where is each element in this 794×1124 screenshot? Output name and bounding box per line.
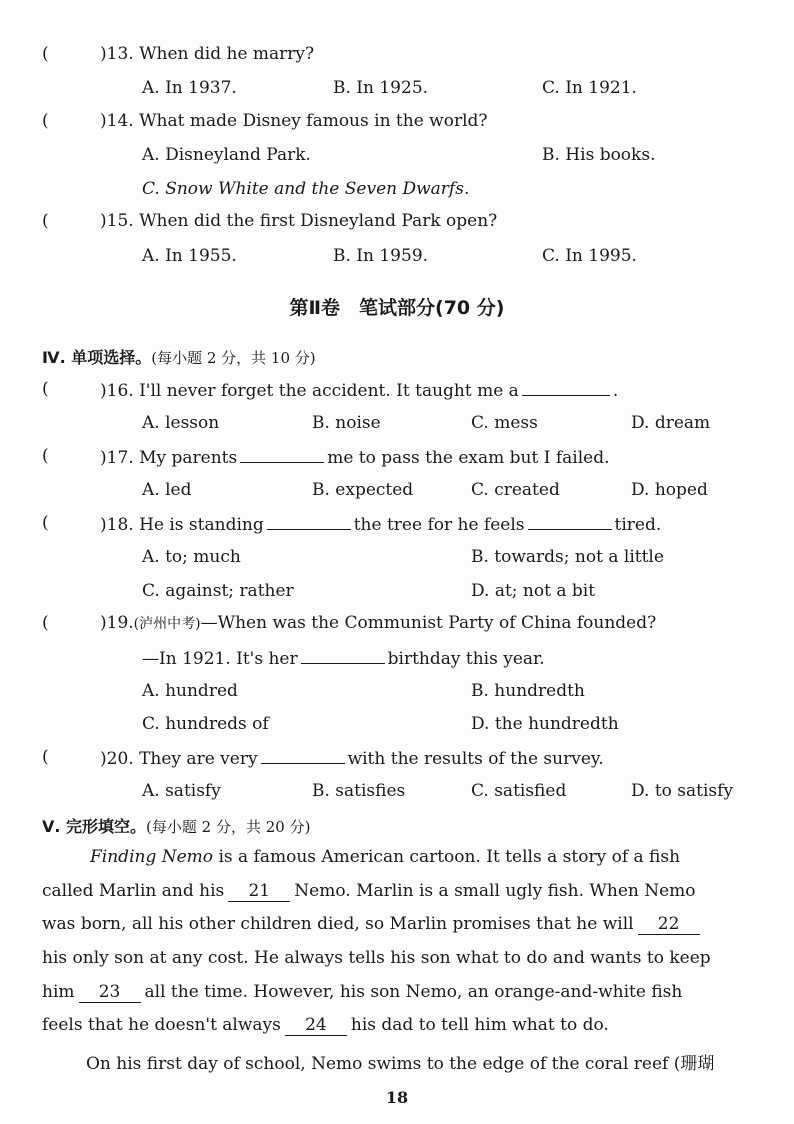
q19-text: —When was the Communist Party of China founded? xyxy=(200,613,657,633)
passage-line xyxy=(42,881,776,902)
option-18c: C. against; rather xyxy=(142,581,294,601)
passage-text: was born, all his other children died, so Marlin promises that he will xyxy=(42,914,634,934)
section5-title: Ⅴ. 完形填空。 xyxy=(42,817,147,836)
option-13b: B. In 1925. xyxy=(333,78,429,98)
section5-note: (每小题 2 分，共 20 分) xyxy=(146,818,311,836)
option-18b: B. towards; not a little xyxy=(471,547,664,567)
question-14: )14. What made Disney famous in the world? xyxy=(100,111,488,131)
answer-blank[interactable] xyxy=(240,446,324,463)
option-14a: A. Disneyland Park. xyxy=(142,145,311,165)
passage-line xyxy=(42,847,776,867)
option-19d: D. the hundredth xyxy=(471,714,619,734)
option-20c: C. satisfied xyxy=(471,781,567,801)
answer-paren[interactable]: ( xyxy=(42,513,49,533)
passage-text: him xyxy=(42,982,75,1002)
passage-text: called Marlin and his xyxy=(42,881,225,901)
q19-reply-end: birthday this year. xyxy=(387,649,545,669)
answer-blank[interactable] xyxy=(522,379,610,396)
q16-text: )16. I'll never forget the accident. It taught me a xyxy=(100,381,519,401)
question-20 xyxy=(100,747,604,769)
movie-title: Finding Nemo xyxy=(90,847,214,867)
question-15: )15. When did the first Disneyland Park open? xyxy=(100,211,498,231)
passage-text: feels that he doesn't always xyxy=(42,1015,281,1035)
passage-line xyxy=(42,1015,776,1036)
option-17d: D. hoped xyxy=(631,480,708,500)
option-18a: A. to; much xyxy=(142,547,241,567)
question-19 xyxy=(100,613,656,633)
question-17 xyxy=(100,446,610,468)
answer-paren[interactable]: ( xyxy=(42,613,49,633)
option-18d: D. at; not a bit xyxy=(471,581,596,601)
q18-end: tired. xyxy=(614,515,662,535)
source-tag: (泸州中考) xyxy=(133,616,201,632)
passage-line xyxy=(42,982,776,1003)
option-13a: A. In 1937. xyxy=(142,78,237,98)
answer-blank[interactable] xyxy=(261,747,345,764)
q17-end: me to pass the exam but I failed. xyxy=(327,448,610,468)
cloze-blank-23[interactable]: 23 xyxy=(79,982,141,1003)
passage-line: On his first day of school, Nemo swims to the edge of the coral reef (珊瑚 xyxy=(86,1054,715,1074)
q18-mid: the tree for he feels xyxy=(353,515,525,535)
passage-line xyxy=(42,914,776,935)
answer-blank[interactable] xyxy=(301,647,385,664)
option-20a: A. satisfy xyxy=(142,781,221,801)
option-16b: B. noise xyxy=(312,413,381,433)
option-14c: C. Snow White and the Seven Dwarfs. xyxy=(142,179,470,199)
q16-end: . xyxy=(612,381,619,401)
question-13: )13. When did he marry? xyxy=(100,44,315,64)
q18-text: )18. He is standing xyxy=(100,515,264,535)
answer-paren[interactable]: ( xyxy=(42,211,49,231)
option-20d: D. to satisfy xyxy=(631,781,734,801)
option-15a: A. In 1955. xyxy=(142,246,237,266)
section4-title: Ⅳ. 单项选择。 xyxy=(42,348,152,367)
option-17b: B. expected xyxy=(312,480,414,500)
q19-number: )19. xyxy=(100,613,134,633)
question-18 xyxy=(100,513,661,535)
section5-heading xyxy=(42,814,310,837)
option-15c: C. In 1995. xyxy=(542,246,637,266)
option-19b: B. hundredth xyxy=(471,681,585,701)
page-number: 18 xyxy=(385,1088,409,1107)
section4-note: (每小题 2 分，共 10 分) xyxy=(151,349,316,367)
answer-paren[interactable]: ( xyxy=(42,111,49,131)
passage-text: is a famous American cartoon. It tells a story of a fish xyxy=(218,847,681,867)
answer-paren[interactable]: ( xyxy=(42,44,49,64)
option-20b: B. satisfies xyxy=(312,781,406,801)
q19-reply-text: —In 1921. It's her xyxy=(142,649,298,669)
question-16 xyxy=(100,379,618,401)
q20-end: with the results of the survey. xyxy=(347,749,604,769)
section4-heading xyxy=(42,345,316,368)
part2-title: 第Ⅱ卷 笔试部分(70 分) xyxy=(289,297,505,319)
option-14b: B. His books. xyxy=(542,145,656,165)
option-19a: A. hundred xyxy=(142,681,238,701)
passage-text: Nemo. Marlin is a small ugly fish. When Nemo xyxy=(294,881,696,901)
option-16c: C. mess xyxy=(471,413,538,433)
q19-reply xyxy=(142,647,545,670)
option-16d: D. dream xyxy=(631,413,711,433)
passage-line: his only son at any cost. He always tells his son what to do and wants to keep xyxy=(42,948,711,968)
option-16a: A. lesson xyxy=(142,413,220,433)
cloze-blank-21[interactable]: 21 xyxy=(228,881,290,902)
option-17c: C. created xyxy=(471,480,560,500)
q20-text: )20. They are very xyxy=(100,749,258,769)
option-19c: C. hundreds of xyxy=(142,714,269,734)
q17-text: )17. My parents xyxy=(100,448,238,468)
answer-blank[interactable] xyxy=(528,513,612,530)
answer-paren[interactable]: ( xyxy=(42,379,49,399)
option-13c: C. In 1921. xyxy=(542,78,637,98)
passage-text: all the time. However, his son Nemo, an orange-and-white fish xyxy=(144,982,683,1002)
cloze-blank-22[interactable]: 22 xyxy=(638,914,700,935)
cloze-blank-24[interactable]: 24 xyxy=(285,1015,347,1036)
answer-blank[interactable] xyxy=(267,513,351,530)
answer-paren[interactable]: ( xyxy=(42,446,49,466)
option-15b: B. In 1959. xyxy=(333,246,429,266)
answer-paren[interactable]: ( xyxy=(42,747,49,767)
passage-text: his dad to tell him what to do. xyxy=(350,1015,609,1035)
option-17a: A. led xyxy=(142,480,192,500)
